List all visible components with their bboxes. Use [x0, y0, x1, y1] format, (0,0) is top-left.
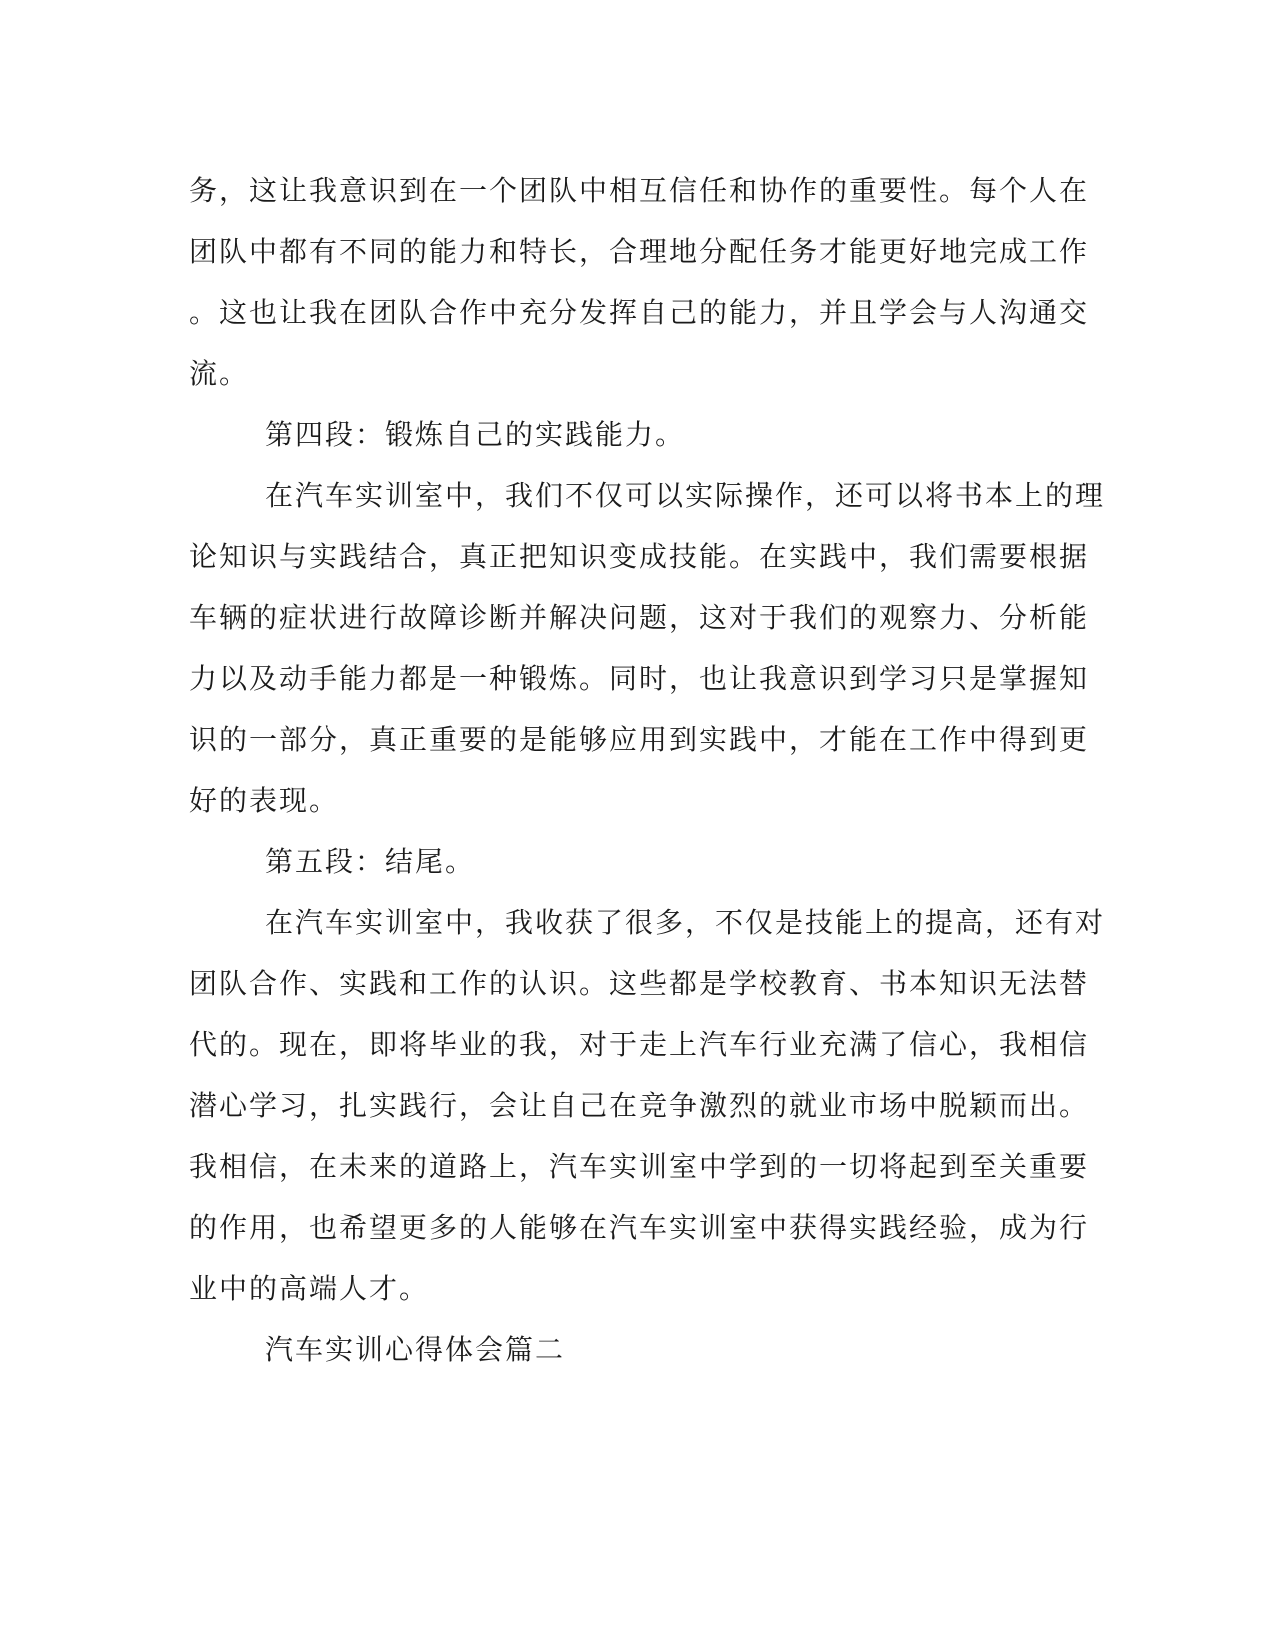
text-line: 团队中都有不同的能力和特长，合理地分配任务才能更好地完成工作: [189, 235, 1090, 268]
text-line: 业中的高端人才。: [189, 1272, 430, 1305]
text-line: 力以及动手能力都是一种锻炼。同时，也让我意识到学习只是掌握知: [189, 662, 1090, 695]
section-heading-4: 第四段：锻炼自己的实践能力。: [265, 418, 686, 451]
text-line: 流。: [189, 357, 250, 390]
text-line: 的作用，也希望更多的人能够在汽车实训室中获得实践经验，成为行: [189, 1211, 1090, 1244]
article-title-part-two: 汽车实训心得体会篇二: [265, 1333, 566, 1366]
text-line: 团队合作、实践和工作的认识。这些都是学校教育、书本知识无法替: [189, 967, 1090, 1000]
section-heading-5: 第五段：结尾。: [265, 845, 476, 878]
text-line: 我相信，在未来的道路上，汽车实训室中学到的一切将起到至关重要: [189, 1150, 1090, 1183]
text-line: 车辆的症状进行故障诊断并解决问题，这对于我们的观察力、分析能: [189, 601, 1090, 634]
text-line: 潜心学习，扎实践行，会让自己在竞争激烈的就业市场中脱颖而出。: [189, 1089, 1090, 1122]
text-line: 务，这让我意识到在一个团队中相互信任和协作的重要性。每个人在: [189, 174, 1090, 207]
text-line: 在汽车实训室中，我收获了很多，不仅是技能上的提高，还有对: [265, 906, 1106, 939]
document-body: [189, 160, 1106, 1380]
text-line: 好的表现。: [189, 784, 340, 817]
text-line: 。这也让我在团队合作中充分发挥自己的能力，并且学会与人沟通交: [189, 296, 1090, 329]
text-line: 在汽车实训室中，我们不仅可以实际操作，还可以将书本上的理: [265, 479, 1106, 512]
text-line: 论知识与实践结合，真正把知识变成技能。在实践中，我们需要根据: [189, 540, 1090, 573]
text-line: 识的一部分，真正重要的是能够应用到实践中，才能在工作中得到更: [189, 723, 1090, 756]
text-line: 代的。现在，即将毕业的我，对于走上汽车行业充满了信心，我相信: [189, 1028, 1090, 1061]
